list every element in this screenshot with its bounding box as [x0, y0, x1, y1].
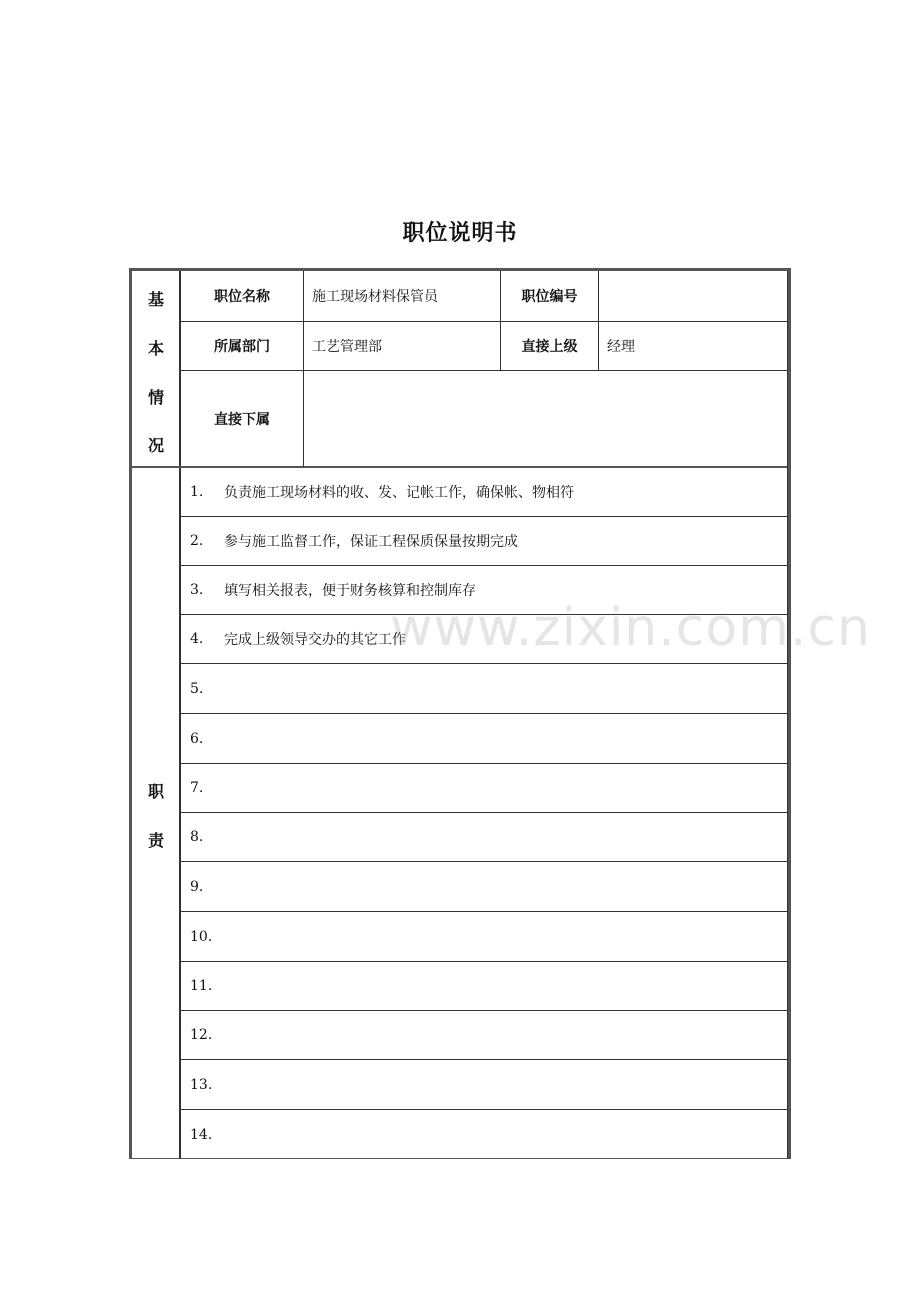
basic-section-char-3: 情 [147, 388, 164, 407]
basic-section-char-2: 本 [147, 339, 164, 358]
duty-item [180, 1060, 788, 1109]
job-code-value [599, 271, 787, 321]
duty-item [180, 566, 788, 614]
duty-text: 负责施工现场材料的收、发、记帐工作，确保帐、物相符 [224, 485, 574, 501]
duty-item [180, 468, 788, 516]
duty-item [180, 1110, 788, 1159]
duty-number: 4. [190, 631, 204, 647]
basic-section-char-4: 况 [147, 436, 164, 455]
duty-item [180, 862, 788, 911]
duty-item [180, 912, 788, 961]
duty-item [180, 1011, 788, 1059]
basic-section-char-1: 基 [147, 290, 164, 309]
dept-label: 所属部门 [214, 339, 270, 355]
job-name-label: 职位名称 [214, 289, 270, 305]
job-code-label: 职位编号 [521, 289, 578, 305]
superior-value: 经理 [607, 339, 635, 355]
duty-number: 7. [190, 780, 204, 796]
duty-number: 12. [190, 1027, 213, 1043]
duty-text: 参与施工监督工作，保证工程保质保量按期完成 [224, 534, 518, 550]
dept-value: 工艺管理部 [312, 339, 382, 355]
duty-item [180, 517, 788, 565]
superior-label: 直接上级 [521, 339, 578, 355]
duty-text: 填写相关报表，便于财务核算和控制库存 [224, 583, 476, 599]
duty-item [180, 714, 788, 763]
duty-number: 6. [190, 730, 204, 747]
duties-section-char-2: 责 [147, 831, 164, 850]
duty-text: 完成上级领导交办的其它工作 [224, 632, 406, 648]
duty-number: 3. [190, 582, 204, 598]
duty-item [180, 615, 788, 663]
job-name-value: 施工现场材料保管员 [312, 289, 438, 305]
duty-number: 9. [190, 878, 204, 895]
duty-item [180, 813, 788, 861]
duty-item [180, 664, 788, 713]
watermark: www.zixin.com.cn [390, 598, 871, 658]
document-title: 职位说明书 [402, 221, 518, 246]
subordinate-value [304, 371, 787, 466]
duty-number: 5. [190, 680, 204, 697]
duty-number: 14. [190, 1126, 213, 1143]
duty-number: 11. [190, 978, 213, 994]
duty-number: 8. [190, 829, 204, 845]
duty-number: 1. [190, 484, 204, 500]
duty-item [180, 764, 788, 812]
subordinate-label: 直接下属 [214, 411, 270, 428]
duty-number: 10. [190, 928, 213, 945]
duties-section-char-1: 职 [147, 782, 164, 801]
duty-number: 13. [190, 1076, 213, 1093]
duty-number: 2. [190, 533, 204, 549]
duty-item [180, 962, 788, 1010]
